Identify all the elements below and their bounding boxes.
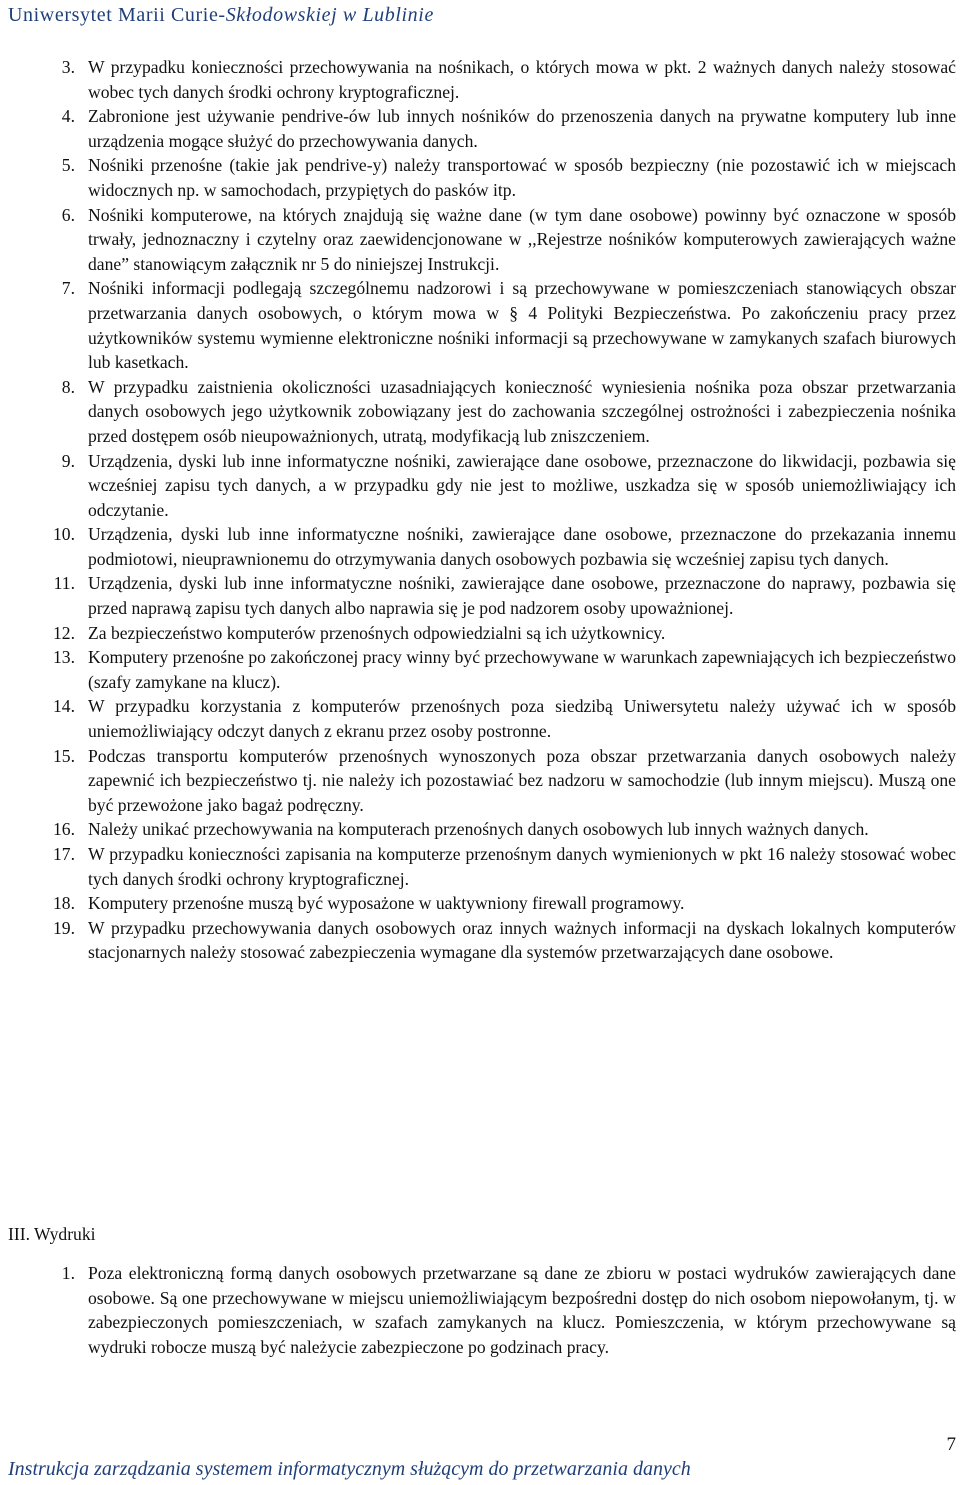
item-text: Komputery przenośne muszą być wyposażone w uaktywniony firewall programowy. bbox=[88, 893, 685, 914]
item-text: Zabronione jest używanie pendrive-ów lub innych nośników do przenoszenia danych na prywatne komputery lub inne urządzenia mogące służyć do przechowywania danych. bbox=[88, 106, 956, 151]
printouts-list bbox=[0, 1261, 960, 1359]
item-text: Urządzenia, dyski lub inne informatyczne nośniki, zawierające dane osobowe, przeznaczone do przekazania innemu podmiotowi, nieuprawnionemu do otrzymywania danych osobowych pozbawia się wcześniej zapisu tych danych. bbox=[88, 524, 956, 569]
item-number: 14. bbox=[53, 696, 75, 717]
list-item bbox=[0, 104, 960, 153]
item-number: 9. bbox=[61, 450, 75, 471]
header-university-part2: Skłodowskiej w Lublinie bbox=[225, 4, 434, 26]
list-item bbox=[0, 55, 960, 104]
item-text: Za bezpieczeństwo komputerów przenośnych odpowiedzialni są ich użytkownicy. bbox=[88, 622, 666, 643]
item-number: 13. bbox=[53, 647, 75, 668]
instruction-list bbox=[0, 55, 960, 965]
item-text: Podczas transportu komputerów przenośnych wynoszonych poza obszar przetwarzania danych osobowych należy zapewnić ich bezpieczeństwo tj. nie należy ich pozostawiać bez nadzoru w samochodzie (lub innym miejscu). Muszą one być przewożone jako bagaż podręczny. bbox=[88, 745, 956, 815]
list-item bbox=[0, 571, 960, 620]
item-text: W przypadku konieczności zapisania na komputerze przenośnym danych wymienionych w pkt 16 należy stosować wobec tych danych środki ochrony kryptograficznej. bbox=[88, 844, 956, 889]
list-item bbox=[0, 645, 960, 694]
list-item bbox=[0, 153, 960, 202]
item-number: 4. bbox=[61, 106, 75, 127]
header-university-part1: Uniwersytet Marii Curie- bbox=[8, 4, 226, 26]
item-text: Komputery przenośne po zakończonej pracy winny być przechowywane w warunkach zapewniających ich bezpieczeństwo (szafy zamykane na klucz). bbox=[88, 647, 956, 692]
item-number: 10. bbox=[53, 524, 75, 545]
page-number: 7 bbox=[946, 1434, 956, 1455]
item-text: Nośniki informacji podlegają szczególnemu nadzorowi i są przechowywane w pomieszczeniach stanowiących obszar przetwarzania danych osobowych, o którym mowa w § 4 Polityki Bezpieczeństwa. Po zakończeniu pracy przez użytkowników systemu wymienne elektroniczne nośniki informacji są przechowywane w zamykanych szafach biurowych lub kasetkach. bbox=[88, 278, 956, 373]
item-number: 12. bbox=[53, 622, 75, 643]
list-item bbox=[0, 891, 960, 916]
item-number: 17. bbox=[53, 844, 75, 864]
list-item bbox=[0, 449, 960, 523]
item-number: 7. bbox=[61, 278, 75, 299]
item-text: Urządzenia, dyski lub inne informatyczne nośniki, zawierające dane osobowe, przeznaczone do likwidacji, pozbawia się wcześniej zapisu tych danych, a w przypadku gdy nie jest to możliwe, uszkadza się w sposób uniemożliwiający ich odczytanie. bbox=[88, 450, 956, 520]
list-item bbox=[0, 744, 960, 818]
item-number: 11. bbox=[53, 573, 75, 594]
page-header bbox=[8, 4, 434, 27]
item-number: 6. bbox=[61, 204, 75, 225]
item-number: 16. bbox=[53, 819, 75, 840]
item-text: Poza elektroniczną formą danych osobowych przetwarzane są dane ze zbioru w postaci wydruków zawierających dane osobowe. Są one przechowywane w miejscu uniemożliwiającym bezpośredni dostęp do nich osobom niepowołanym, tj. w zabezpieczonych pomieszczeniach, w szafach zamykanych na klucz. Pomieszczenia, w którym przechowywane są wydruki robocze muszą być należycie zabezpieczone po godzinach pracy. bbox=[88, 1263, 956, 1357]
item-text: Nośniki komputerowe, na których znajdują się ważne dane (w tym dane osobowe) powinny być oznaczone w sposób trwały, jednoznaczny i czytelny oraz zaewidencjonowane w ,,Rejestrze nośników komputerowych zawierających ważne dane” stanowiącym załącznik nr 5 do niniejszej Instrukcji. bbox=[88, 204, 956, 274]
item-text: W przypadku korzystania z komputerów przenośnych poza siedzibą Uniwersytetu należy używać ich w sposób uniemożliwiający odczyt danych z ekranu przez osoby postronne. bbox=[88, 696, 956, 742]
item-number: 1. bbox=[61, 1263, 75, 1283]
item-number: 3. bbox=[61, 57, 75, 77]
list-item bbox=[0, 375, 960, 449]
item-number: 5. bbox=[61, 155, 75, 176]
list-item bbox=[0, 276, 960, 374]
list-item bbox=[0, 694, 960, 743]
item-number: 15. bbox=[53, 745, 75, 766]
list-item bbox=[0, 522, 960, 571]
item-text: Należy unikać przechowywania na komputerach przenośnych danych osobowych lub innych ważnych danych. bbox=[88, 819, 869, 840]
list-item bbox=[0, 842, 960, 891]
list-item bbox=[0, 1261, 960, 1359]
item-text: W przypadku zaistnienia okoliczności uzasadniających konieczność wyniesienia nośnika poza obszar przetwarzania danych osobowych jego użytkownik zobowiązany jest do zachowania szczególnej ostrożności i zabezpieczenia nośnika przed dostępem osób nieupoważnionych, utratą, modyfikacją lub zniszczeniem. bbox=[88, 376, 956, 446]
item-number: 8. bbox=[61, 376, 75, 397]
item-number: 18. bbox=[53, 893, 75, 914]
item-number: 19. bbox=[53, 917, 75, 938]
list-item bbox=[0, 817, 960, 842]
list-item bbox=[0, 203, 960, 277]
item-text: W przypadku konieczności przechowywania na nośnikach, o których mowa w pkt. 2 ważnych danych należy stosować wobec tych danych środki ochrony kryptograficznej. bbox=[88, 57, 956, 102]
list-item bbox=[0, 916, 960, 965]
item-text: Urządzenia, dyski lub inne informatyczne nośniki, zawierające dane osobowe, przeznaczone do naprawy, pozbawia się przed naprawą zapisu tych danych albo naprawia się je pod nadzorem osoby upoważnionej. bbox=[88, 573, 956, 619]
footer-title: Instrukcja zarządzania systemem informatycznym służącym do przetwarzania danych bbox=[8, 1458, 691, 1480]
item-text: Nośniki przenośne (takie jak pendrive-y) należy transportować w sposób bezpieczny (nie pozostawić ich w miejscach widocznych np. w samochodach, przypiętych do pasków itp. bbox=[88, 155, 956, 200]
list-item bbox=[0, 621, 960, 646]
section-heading: III. Wydruki bbox=[8, 1224, 96, 1244]
item-text: W przypadku przechowywania danych osobowych oraz innych ważnych informacji na dyskach lokalnych komputerów stacjonarnych należy stosować zabezpieczenia wymagane dla systemów przetwarzających dane osobowe. bbox=[88, 917, 956, 963]
